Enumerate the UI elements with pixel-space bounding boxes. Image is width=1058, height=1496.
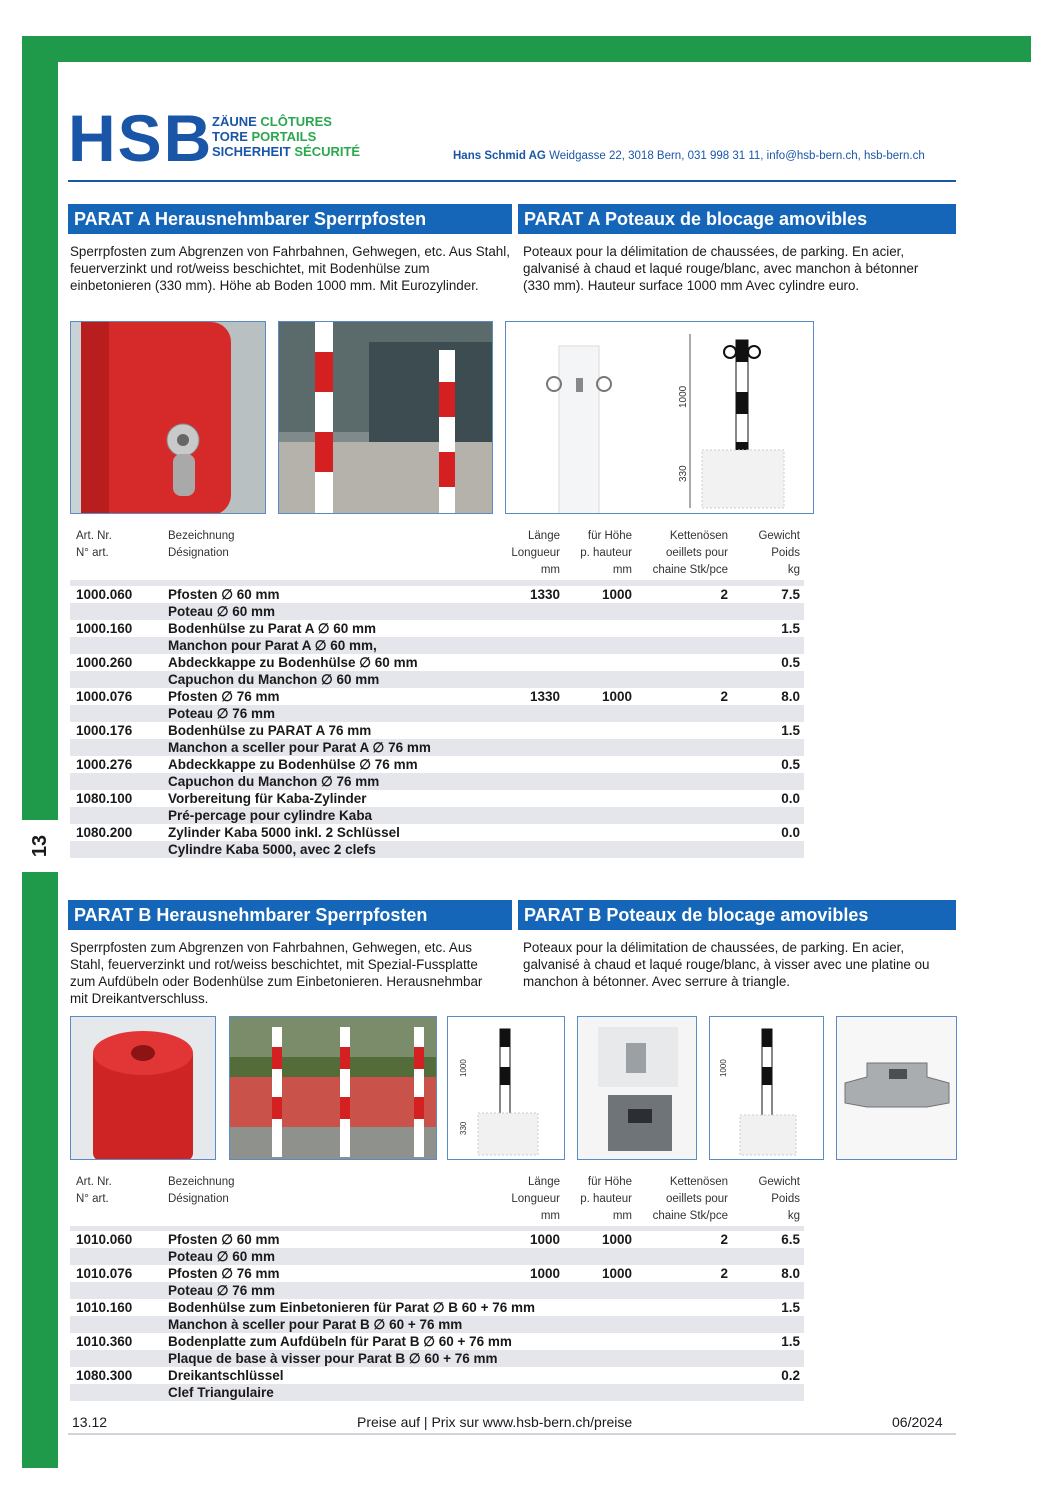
green-side-bar (22, 36, 58, 1468)
table-row (70, 790, 804, 824)
col-chain-unit: chaine Stk/pce (652, 1210, 728, 1222)
designation-de: Pfosten ∅ 60 mm (168, 1232, 280, 1247)
logo-brand: HSB (68, 101, 214, 175)
height-value: 1000 (601, 1232, 632, 1247)
article-number: 1010.360 (76, 1334, 133, 1349)
article-number: 1000.060 (76, 587, 133, 602)
photo-base-plate (836, 1016, 957, 1160)
weight-value: 1.5 (781, 1300, 800, 1315)
photo-post-lock (70, 321, 266, 514)
col-height: für Höhe (587, 530, 632, 542)
footer-divider (68, 1433, 956, 1435)
header-divider (68, 180, 956, 182)
company-name: Hans Schmid AG (453, 150, 546, 162)
designation-fr: Pré-percage pour cylindre Kaba (168, 808, 373, 823)
article-number: 1000.076 (76, 689, 133, 704)
height-value: 1000 (601, 689, 632, 704)
article-number: 1000.276 (76, 757, 133, 772)
dim-330: 330 (459, 1121, 468, 1135)
designation-de: Pfosten ∅ 60 mm (168, 587, 280, 602)
article-number: 1000.176 (76, 723, 133, 738)
col-height-unit: mm (612, 1210, 632, 1222)
designation-fr: Manchon pour Parat A ∅ 60 mm, (168, 638, 377, 653)
photo-posts-street (278, 321, 493, 514)
col-designation-fr: Désignation (168, 547, 229, 559)
company-address: Weidgasse 22, 3018 Bern, 031 998 31 11, info@hsb-bern.ch, hsb-bern.ch (545, 150, 925, 162)
section-b-desc-fr: Poteaux pour la délimitation de chaussées, de parking. En acier, galvanisé à chaud et laqué rouge/blanc, à visser avec une platine ou manchon à bétonner. Avec serrure à triangle. (523, 940, 930, 989)
weight-value: 7.5 (781, 587, 800, 602)
table-row (70, 1299, 804, 1333)
designation-fr: Capuchon du Manchon ∅ 60 mm (168, 672, 380, 687)
tagline-de: ZÄUNE (212, 114, 257, 129)
weight-value: 0.5 (781, 655, 800, 670)
length-value: 1330 (529, 689, 560, 704)
designation-de: Pfosten ∅ 76 mm (168, 689, 280, 704)
tagline-fr: PORTAILS (251, 129, 317, 144)
dim-1000: 1000 (459, 1059, 468, 1077)
col-designation-fr: Désignation (168, 1193, 229, 1205)
photo-triangle-lock (577, 1016, 697, 1160)
tagline-de: TORE (212, 129, 248, 144)
photo-posts-garden (229, 1016, 437, 1160)
col-chain-fr: oeillets pour (665, 1193, 728, 1205)
article-number: 1080.200 (76, 825, 133, 840)
col-weight-unit: kg (787, 1210, 800, 1222)
chapter-tab (22, 820, 58, 872)
section-a-title-fr: PARAT A Poteaux de blocage amovibles (518, 204, 956, 234)
table-row (70, 688, 804, 722)
article-number: 1080.300 (76, 1368, 133, 1383)
chain-eyelets-value: 2 (720, 587, 728, 602)
section-b-title-de: PARAT B Herausnehmbarer Sperrpfosten (68, 900, 512, 930)
chapter-number: 13 (28, 834, 51, 858)
col-art-fr: N° art. (76, 1193, 109, 1205)
designation-de: Abdeckkappe zu Bodenhülse ∅ 76 mm (168, 757, 418, 772)
length-value: 1000 (529, 1266, 560, 1281)
designation-fr: Poteau ∅ 60 mm (168, 1249, 276, 1264)
col-chain: Kettenösen (669, 530, 728, 542)
chain-eyelets-value: 2 (720, 689, 728, 704)
designation-de: Bodenplatte zum Aufdübeln für Parat B ∅ 60 + 76 mm (168, 1334, 512, 1349)
weight-value: 1.5 (781, 621, 800, 636)
col-art: Art. Nr. (76, 1176, 112, 1188)
table-row (70, 756, 804, 790)
col-length-unit: mm (540, 564, 560, 576)
col-designation: Bezeichnung (168, 1176, 235, 1188)
height-value: 1000 (601, 587, 632, 602)
designation-de: Abdeckkappe zu Bodenhülse ∅ 60 mm (168, 655, 418, 670)
designation-fr: Poteau ∅ 60 mm (168, 604, 276, 619)
designation-de: Bodenhülse zu Parat A ∅ 60 mm (168, 621, 377, 636)
designation-de: Zylinder Kaba 5000 inkl. 2 Schlüssel (168, 825, 400, 840)
section-b-title-fr: PARAT B Poteaux de blocage amovibles (518, 900, 956, 930)
green-top-bar (22, 36, 1031, 62)
table-row (70, 654, 804, 688)
col-height-fr: p. hauteur (580, 547, 632, 559)
col-art-fr: N° art. (76, 547, 109, 559)
weight-value: 6.5 (781, 1232, 800, 1247)
col-length-fr: Longueur (511, 1193, 560, 1205)
table-row (70, 620, 804, 654)
section-b-desc-de: Sperrpfosten zum Abgrenzen von Fahrbahnen, Gehwegen, etc. Aus Stahl, feuerverzinkt und rot/weiss beschichtet, mit Spezial-Fussplatte zum Aufdübeln oder Bodenhülse zum Einbetonieren. Herausnehmbar mit Dreikantverschluss. (70, 940, 483, 1006)
article-number: 1010.060 (76, 1232, 133, 1247)
weight-value: 1.5 (781, 723, 800, 738)
col-weight-unit: kg (787, 564, 800, 576)
col-length: Länge (528, 530, 560, 542)
price-link[interactable]: Preise auf | Prix sur www.hsb-bern.ch/preise (357, 1414, 633, 1430)
company-contact (453, 150, 925, 162)
dim-1000: 1000 (678, 385, 689, 408)
weight-value: 8.0 (781, 1266, 800, 1281)
table-header-a (70, 528, 804, 580)
article-number: 1010.076 (76, 1266, 133, 1281)
col-length: Länge (528, 1176, 560, 1188)
table-row (70, 1265, 804, 1299)
designation-fr: Manchon a sceller pour Parat A ∅ 76 mm (168, 740, 431, 755)
designation-fr: Poteau ∅ 76 mm (168, 1283, 276, 1298)
tagline-de: SICHERHEIT (212, 144, 291, 159)
height-value: 1000 (601, 1266, 632, 1281)
table-row (70, 1231, 804, 1265)
col-chain-unit: chaine Stk/pce (652, 564, 728, 576)
technical-drawing-parat-a (505, 321, 814, 514)
col-length-fr: Longueur (511, 547, 560, 559)
chain-eyelets-value: 2 (720, 1266, 728, 1281)
designation-fr: Manchon à sceller pour Parat B ∅ 60 + 76 mm (168, 1317, 463, 1332)
col-length-unit: mm (540, 1210, 560, 1222)
weight-value: 0.0 (781, 791, 800, 806)
table-row (70, 586, 804, 620)
page-number: 13.12 (72, 1414, 108, 1430)
length-value: 1330 (529, 587, 560, 602)
table-row (70, 824, 804, 858)
tagline-fr: SÉCURITÉ (294, 144, 361, 159)
designation-fr: Clef Triangulaire (168, 1385, 274, 1400)
designation-de: Bodenhülse zum Einbetonieren für Parat ∅ B 60 + 76 mm (168, 1300, 535, 1315)
dim-330: 330 (678, 465, 689, 482)
article-number: 1000.260 (76, 655, 133, 670)
designation-de: Dreikantschlüssel (168, 1368, 284, 1383)
table-row (70, 1367, 804, 1401)
section-a-desc-fr: Poteaux pour la délimitation de chaussées, de parking. En acier, galvanisé à chaud et laqué rouge/blanc, avec manchon à bétonner (330 mm). Hauteur surface 1000 mm Avec cylindre euro. (523, 244, 919, 293)
col-height-unit: mm (612, 564, 632, 576)
section-a-title-de: PARAT A Herausnehmbarer Sperrpfosten (68, 204, 512, 234)
logo-tagline (212, 114, 360, 159)
col-weight-fr: Poids (771, 547, 800, 559)
chain-eyelets-value: 2 (720, 1232, 728, 1247)
col-art: Art. Nr. (76, 530, 112, 542)
col-chain-fr: oeillets pour (665, 547, 728, 559)
article-number: 1000.160 (76, 621, 133, 636)
col-weight: Gewicht (758, 530, 800, 542)
col-weight-fr: Poids (771, 1193, 800, 1205)
col-height-fr: p. hauteur (580, 1193, 632, 1205)
table-header-b (70, 1174, 804, 1226)
col-height: für Höhe (587, 1176, 632, 1188)
dim-1000: 1000 (719, 1059, 728, 1077)
weight-value: 8.0 (781, 689, 800, 704)
weight-value: 0.2 (781, 1368, 800, 1383)
section-a-desc-de: Sperrpfosten zum Abgrenzen von Fahrbahnen, Gehwegen, etc. Aus Stahl, feuerverzinkt und rot/weiss beschichtet, mit Bodenhülse zum einbetonieren (330 mm). Höhe ab Boden 1000 mm. Mit Eurozylinder. (70, 244, 510, 293)
col-designation: Bezeichnung (168, 530, 235, 542)
tagline-fr: CLÔTURES (260, 114, 332, 129)
table-row (70, 722, 804, 756)
article-number: 1010.160 (76, 1300, 133, 1315)
drawing-parat-b-plate (709, 1016, 824, 1160)
weight-value: 0.5 (781, 757, 800, 772)
weight-value: 1.5 (781, 1334, 800, 1349)
designation-de: Bodenhülse zu PARAT A 76 mm (168, 723, 372, 738)
designation-fr: Capuchon du Manchon ∅ 76 mm (168, 774, 380, 789)
col-chain: Kettenösen (669, 1176, 728, 1188)
article-number: 1080.100 (76, 791, 133, 806)
designation-de: Vorbereitung für Kaba-Zylinder (168, 791, 367, 806)
drawing-parat-b-socket (447, 1016, 565, 1160)
edition-date: 06/2024 (892, 1414, 943, 1430)
designation-fr: Plaque de base à visser pour Parat B ∅ 60 + 76 mm (168, 1351, 498, 1366)
table-row (70, 1333, 804, 1367)
photo-post-top (70, 1016, 216, 1160)
designation-fr: Cylindre Kaba 5000, avec 2 clefs (168, 842, 376, 857)
col-weight: Gewicht (758, 1176, 800, 1188)
designation-fr: Poteau ∅ 76 mm (168, 706, 276, 721)
length-value: 1000 (529, 1232, 560, 1247)
designation-de: Pfosten ∅ 76 mm (168, 1266, 280, 1281)
weight-value: 0.0 (781, 825, 800, 840)
